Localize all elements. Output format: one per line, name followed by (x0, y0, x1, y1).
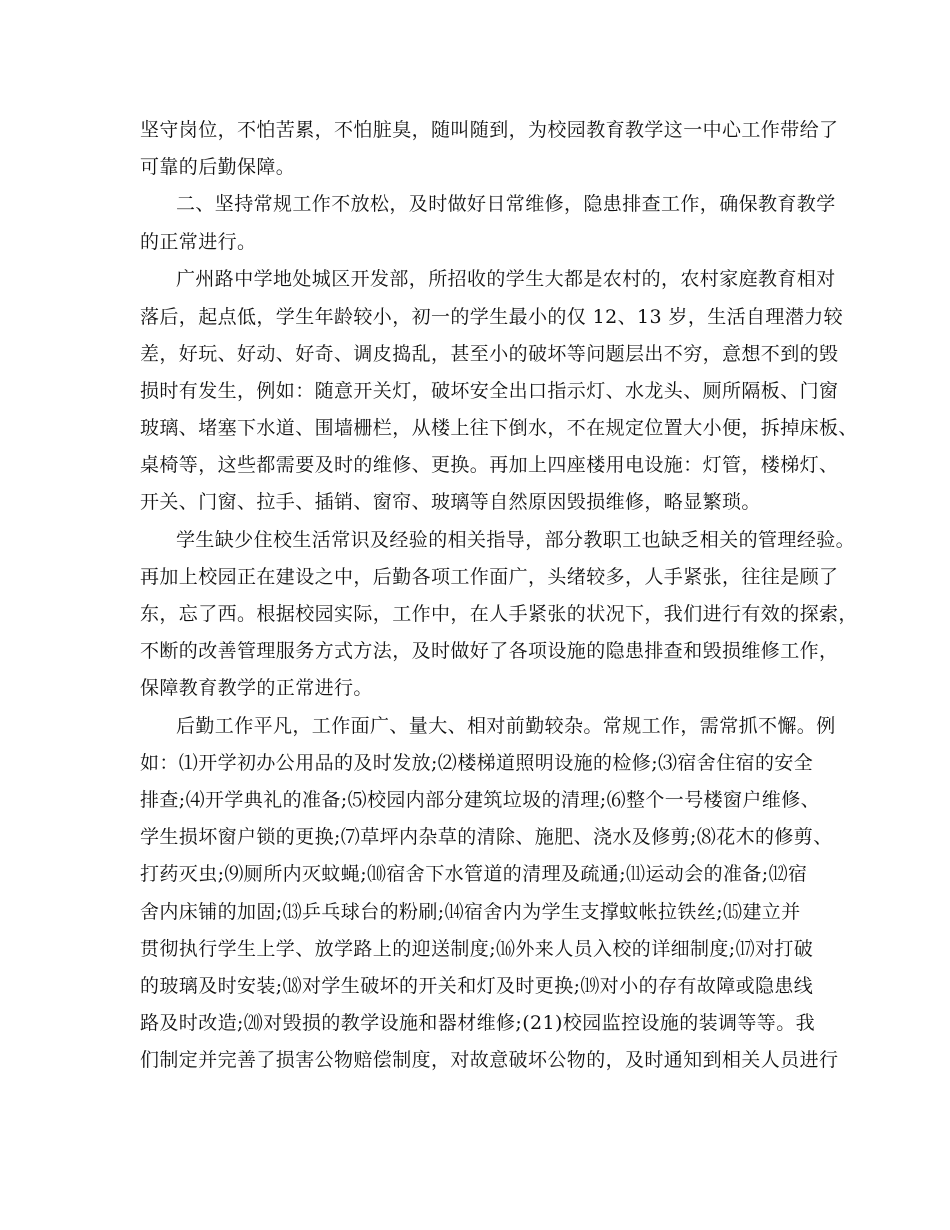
paragraph-line: 的玻璃及时安装;⒅对学生破坏的开关和灯及时更换;⒆对小的存有故障或隐患线 (140, 975, 814, 997)
paragraph-line: 差，好玩、好动、好奇、调皮捣乱，甚至小的破坏等问题层出不穷，意想不到的毁 (140, 343, 839, 365)
paragraph-line: 坚守岗位，不怕苦累，不怕脏臭，随叫随到，为校园教育教学这一中心工作带给了 (140, 119, 839, 141)
paragraph-line: 贯彻执行学生上学、放学路上的迎送制度;⒃外来人员入校的详细制度;⒄对打破 (140, 938, 814, 960)
paragraph-line: 如：⑴开学初办公用品的及时发放;⑵楼梯道照明设施的检修;⑶宿舍住宿的安全 (140, 752, 814, 774)
paragraph-line: 学生损坏窗户锁的更换;⑺草坪内杂草的清除、施肥、浇水及修剪;⑻花木的修剪、 (140, 826, 833, 848)
paragraph-line: 后勤工作平凡，工作面广、量大、相对前勤较杂。常规工作，需常抓不懈。例 (176, 715, 836, 737)
paragraph-line: 开关、门窗、拉手、插销、窗帘、玻璃等自然原因毁损维修，略显繁琐。 (140, 491, 761, 513)
paragraph-line: 路及时改造;⒇对毁损的教学设施和器材维修;(21)校园监控设施的装调等等。我 (140, 1012, 816, 1034)
paragraph-line: 排查;⑷开学典礼的准备;⑸校园内部分建筑垃圾的清理;⑹整个一号楼窗户维修、 (140, 789, 821, 811)
paragraph-line: 广州路中学地处城区开发部，所招收的学生大都是农村的，农村家庭教育相对 (176, 268, 836, 290)
paragraph-line: 打药灭虫;⑼厕所内灭蚊蝇;⑽宿舍下水管道的清理及疏通;⑾运动会的准备;⑿宿 (140, 863, 808, 885)
paragraph-line: 们制定并完善了损害公物赔偿制度，对故意破坏公物的，及时通知到相关人员进行 (140, 1049, 839, 1071)
section-heading-line: 的正常进行。 (140, 231, 257, 253)
paragraph-line: 玻璃、堵塞下水道、围墙栅栏，从楼上往下倒水，不在规定位置大小便，拆掉床板、 (140, 417, 858, 439)
paragraph-line: 保障教育教学的正常进行。 (140, 677, 373, 699)
paragraph-line: 桌椅等，这些都需要及时的维修、更换。再加上四座楼用电设施：灯管，楼梯灯、 (140, 454, 839, 476)
paragraph-line: 再加上校园正在建设之中，后勤各项工作面广，头绪较多，人手紧张，往往是顾了 (140, 566, 839, 588)
paragraph-line: 可靠的后勤保障。 (140, 156, 296, 178)
section-heading-line: 二、坚持常规工作不放松，及时做好日常维修，隐患排查工作，确保教育教学 (176, 193, 836, 215)
paragraph-line: 东，忘了西。根据校园实际，工作中，在人手紧张的状况下，我们进行有效的探索， (140, 603, 858, 625)
paragraph-line: 落后，起点低，学生年龄较小，初一的学生最小的仅 12、13 岁，生活自理潜力较 (140, 306, 844, 328)
paragraph-line: 不断的改善管理服务方式方法，及时做好了各项设施的隐患排查和毁损维修工作， (140, 640, 839, 662)
paragraph-line: 舍内床铺的加固;⒀乒乓球台的粉刷;⒁宿舍内为学生支撑蚊帐拉铁丝;⒂建立并 (140, 901, 801, 923)
paragraph-line: 损时有发生，例如：随意开关灯，破坏安全出口指示灯、水龙头、厕所隔板、门窗 (140, 380, 839, 402)
paragraph-line: 学生缺少住校生活常识及经验的相关指导，部分教职工也缺乏相关的管理经验。 (176, 529, 856, 551)
